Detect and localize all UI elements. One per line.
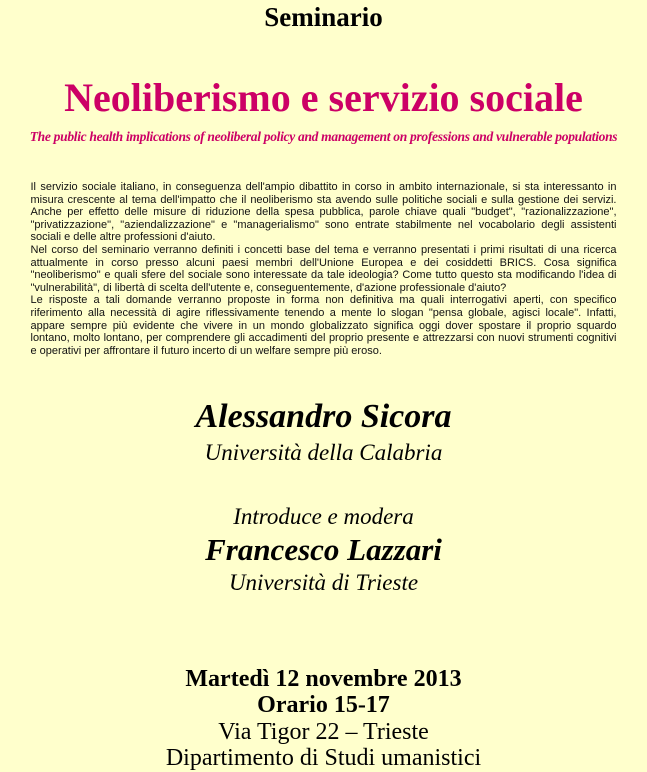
abstract-paragraph-3: Le risposte a tali domande verranno proposte in forma non definitiva ma quali interrogativi aperti, con specifico riferimento alla necessità di agire riflessivamente tenendo a mente lo slogan "pensa globale, agisci locale". Infatti, appare sempre più evidente che vivere in un mondo globalizzato significa oggi dover spostare il proprio squardo lontano, molto lontano, per comprendere gli accadimenti del proprio presente e attrezzarsi con nuovi strumenti cognitivi e operativi per affrontare il futuro incerto di un welfare sempre più eroso.: [30, 294, 617, 357]
event-department: Dipartimento di Studi umanistici: [165, 745, 482, 772]
speaker-affiliation: Università della Calabria: [204, 439, 443, 465]
event-time: Orario 15-17: [257, 692, 390, 719]
moderator-name: Francesco Lazzari: [205, 531, 442, 567]
abstract-paragraph-2: Nel corso del seminario verranno definiti i concetti base del tema e verranno presentati i primi risultati di una ricerca attualmente in corso presso alcuni paesi membri dell'Unione Europea e dei cosiddetti BRICS. Cosa significa "neoliberismo" e quali sfere del sociale sono interessate da tale ideologia? Come tutto questo sta modificando l'idea di "vulnerabilità", di libertà di scelta dell'utente e, conseguentemente, d'azione professionale d'aiuto?: [30, 243, 617, 294]
moderator-affiliation: Università di Trieste: [228, 569, 419, 595]
poster-title: Neoliberismo e servizio sociale: [64, 75, 583, 120]
seminar-kicker: Seminario: [264, 2, 383, 32]
event-date: Martedì 12 novembre 2013: [185, 665, 462, 692]
moderator-intro: Introduce e modera: [233, 503, 414, 529]
event-address: Via Tigor 22 – Trieste: [218, 718, 429, 745]
abstract-paragraph-1: Il servizio sociale italiano, in conseguenza dell'ampio dibattito in corso in ambito internazionale, si sta interessanto in misura crescente al tema dell'impatto che il neoliberismo sta avendo sulle politiche sociali e sulla gestione dei servizi. Anche per effetto delle misure di riduzione della spesa pubblica, parole chiave quali "budget", "razionalizzazione", "privatizzazione", "aziendalizzazione" e "managerialismo" sono entrate stabilmente nel vocabolario degli assistenti sociali e delle altre professioni d'aiuto.: [30, 181, 617, 244]
abstract-block: [31, 181, 617, 357]
speaker-name: Alessandro Sicora: [195, 398, 452, 436]
poster-subtitle: The public health implications of neoliberal policy and management on professions and vulnerable populations: [29, 129, 618, 144]
